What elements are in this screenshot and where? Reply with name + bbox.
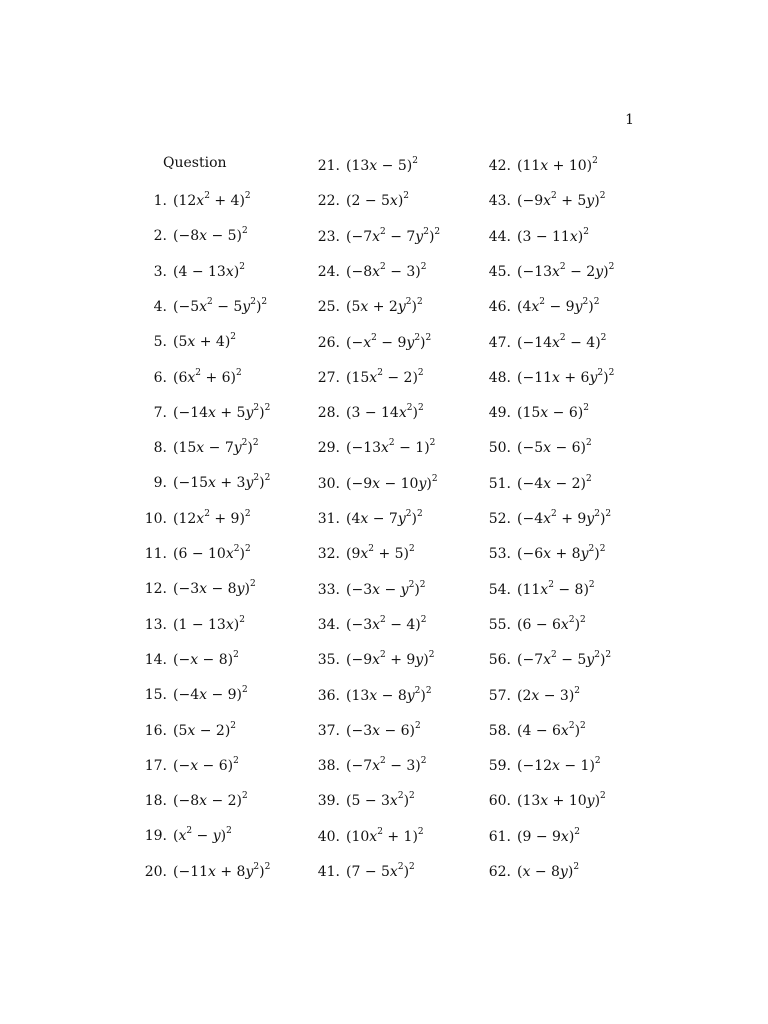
question-expression: $(5x - 2)^2$	[173, 721, 237, 739]
question-expression: $(-8x - 2)^2$	[173, 791, 248, 809]
question-expression: $(-4x - 2)^2$	[517, 474, 592, 492]
question-item	[485, 261, 614, 283]
question-number: 27.	[317, 370, 340, 386]
question-item	[143, 508, 251, 530]
question-number: 15.	[144, 687, 167, 703]
question-number: 19.	[144, 828, 167, 844]
question-expression: $(-13x^2 - 2y)^2$	[517, 262, 615, 280]
question-number: 28.	[317, 405, 340, 421]
question-number: 4.	[153, 299, 167, 315]
question-expression: $(13x + 10y)^2$	[517, 791, 606, 809]
question-number: 26.	[317, 335, 340, 351]
question-expression: $(7 - 5x^2)^2$	[346, 862, 415, 880]
question-expression: $(15x - 7y^2)^2$	[173, 438, 259, 456]
question-expression: $(2 - 5x)^2$	[346, 191, 410, 209]
question-number: 17.	[144, 758, 167, 774]
question-number: 35.	[317, 652, 340, 668]
question-expression: $(-5x^2 - 5y^2)^2$	[173, 297, 268, 315]
question-number: 48.	[488, 370, 511, 386]
question-item	[485, 614, 586, 636]
question-item	[485, 685, 580, 707]
question-number: 31.	[317, 511, 340, 527]
question-number: 56.	[488, 652, 511, 668]
question-item	[314, 367, 424, 389]
question-number: 1.	[153, 193, 167, 209]
question-expression: $(-4x^2 + 9y^2)^2$	[517, 509, 612, 527]
question-item	[143, 578, 256, 600]
page-number: 1	[625, 112, 634, 128]
question-item	[143, 261, 245, 283]
question-number: 54.	[488, 582, 511, 598]
question-number: 12.	[144, 581, 167, 597]
question-item	[485, 402, 589, 424]
question-item	[314, 473, 438, 495]
question-item	[143, 720, 236, 742]
question-number: 47.	[488, 335, 511, 351]
question-number: 61.	[488, 829, 511, 845]
question-expression: $(13x - 5)^2$	[346, 156, 418, 174]
question-expression: $(12x^2 + 4)^2$	[173, 191, 251, 209]
question-expression: $(-12x - 1)^2$	[517, 756, 601, 774]
question-number: 25.	[317, 299, 340, 315]
question-expression: $(-3x - y^2)^2$	[346, 580, 426, 598]
question-number: 34.	[317, 617, 340, 633]
question-expression: $(4x^2 - 9y^2)^2$	[517, 297, 600, 315]
question-item	[314, 508, 423, 530]
question-item	[143, 861, 270, 883]
question-item	[143, 472, 270, 494]
question-number: 42.	[488, 158, 511, 174]
question-number: 45.	[488, 264, 511, 280]
question-number: 46.	[488, 299, 511, 315]
question-item	[143, 790, 248, 812]
question-item	[314, 437, 435, 459]
question-number: 3.	[153, 264, 167, 280]
questions-heading: Question	[163, 155, 227, 171]
question-item	[485, 332, 606, 354]
question-number: 44.	[488, 229, 511, 245]
question-number: 20.	[144, 864, 167, 880]
question-item	[485, 720, 586, 742]
question-number: 6.	[153, 370, 167, 386]
question-number: 55.	[488, 617, 511, 633]
question-item	[485, 826, 580, 848]
question-number: 62.	[488, 864, 511, 880]
question-number: 29.	[317, 440, 340, 456]
question-expression: $(10x^2 + 1)^2$	[346, 827, 424, 845]
question-expression: $(-13x^2 - 1)^2$	[346, 438, 436, 456]
question-item	[143, 543, 251, 565]
question-number: 32.	[317, 546, 340, 562]
question-item	[143, 402, 270, 424]
question-item	[485, 190, 605, 212]
question-expression: $(5 - 3x^2)^2$	[346, 791, 415, 809]
question-number: 30.	[317, 476, 340, 492]
question-number: 7.	[153, 405, 167, 421]
question-expression: $(-3x - 8y)^2$	[173, 579, 256, 597]
question-item	[143, 684, 248, 706]
question-expression: $(6x^2 + 6)^2$	[173, 368, 242, 386]
question-expression: $(-6x + 8y^2)^2$	[517, 544, 606, 562]
question-number: 49.	[488, 405, 511, 421]
question-expression: $(4x - 7y^2)^2$	[346, 509, 423, 527]
question-number: 18.	[144, 793, 167, 809]
question-expression: $(3 - 14x^2)^2$	[346, 403, 424, 421]
question-expression: $(11x^2 - 8)^2$	[517, 580, 595, 598]
question-item	[485, 367, 614, 389]
question-expression: $(9x^2 + 5)^2$	[346, 544, 415, 562]
question-expression: $(13x - 8y^2)^2$	[346, 686, 432, 704]
question-expression: $(-7x^2 - 3)^2$	[346, 756, 427, 774]
question-expression: $(-x - 6)^2$	[173, 756, 239, 774]
question-item	[485, 508, 611, 530]
question-item	[314, 190, 409, 212]
question-expression: $(-x^2 - 9y^2)^2$	[346, 333, 432, 351]
question-expression: $(12x^2 + 9)^2$	[173, 509, 251, 527]
question-number: 9.	[153, 475, 167, 491]
question-expression: $(15x^2 - 2)^2$	[346, 368, 424, 386]
question-expression: $(-3x - 6)^2$	[346, 721, 421, 739]
question-expression: $(-7x^2 - 5y^2)^2$	[517, 650, 612, 668]
question-number: 57.	[488, 688, 511, 704]
question-number: 24.	[317, 264, 340, 280]
question-item	[143, 755, 239, 777]
question-expression: $(5x + 4)^2$	[173, 332, 237, 350]
question-expression: $(-9x^2 + 9y)^2$	[346, 650, 435, 668]
question-expression: $(6 - 6x^2)^2$	[517, 615, 586, 633]
question-item	[485, 790, 606, 812]
question-expression: $(-3x^2 - 4)^2$	[346, 615, 427, 633]
question-expression: $(1 - 13x)^2$	[173, 615, 245, 633]
question-number: 37.	[317, 723, 340, 739]
question-item	[485, 649, 611, 671]
question-item	[143, 614, 245, 636]
question-item	[485, 861, 579, 883]
question-item	[485, 755, 601, 777]
question-expression: $(3 - 11x)^2$	[517, 227, 589, 245]
question-number: 22.	[317, 193, 340, 209]
question-expression: $(-5x - 6)^2$	[517, 438, 592, 456]
question-item	[143, 825, 232, 847]
question-expression: $(-4x - 9)^2$	[173, 685, 248, 703]
question-number: 40.	[317, 829, 340, 845]
question-number: 33.	[317, 582, 340, 598]
question-expression: $(-8x - 5)^2$	[173, 226, 248, 244]
question-expression: $(11x + 10)^2$	[517, 156, 598, 174]
question-item	[314, 332, 431, 354]
question-item	[485, 473, 592, 495]
question-item	[485, 296, 599, 318]
question-expression: $(-14x + 5y^2)^2$	[173, 403, 271, 421]
question-expression: $(-14x^2 - 4)^2$	[517, 333, 607, 351]
question-item	[314, 826, 424, 848]
question-expression: $(-11x + 6y^2)^2$	[517, 368, 615, 386]
question-item	[314, 579, 426, 601]
question-expression: $(-11x + 8y^2)^2$	[173, 862, 271, 880]
question-item	[485, 437, 592, 459]
question-item	[143, 367, 242, 389]
question-number: 43.	[488, 193, 511, 209]
question-expression: $(-8x^2 - 3)^2$	[346, 262, 427, 280]
question-expression: $(-9x^2 + 5y)^2$	[517, 191, 606, 209]
question-number: 41.	[317, 864, 340, 880]
question-item	[314, 402, 424, 424]
question-expression: $(2x - 3)^2$	[517, 686, 581, 704]
question-item	[143, 331, 236, 353]
question-item	[314, 685, 432, 707]
question-number: 59.	[488, 758, 511, 774]
question-item	[314, 261, 426, 283]
question-number: 50.	[488, 440, 511, 456]
question-number: 14.	[144, 652, 167, 668]
question-item	[314, 755, 426, 777]
question-item	[314, 155, 418, 177]
question-expression: $(15x - 6)^2$	[517, 403, 589, 421]
question-number: 36.	[317, 688, 340, 704]
question-number: 2.	[153, 228, 167, 244]
question-item	[143, 649, 239, 671]
question-expression: $(6 - 10x^2)^2$	[173, 544, 251, 562]
question-item	[485, 226, 589, 248]
question-item	[485, 155, 598, 177]
question-number: 8.	[153, 440, 167, 456]
question-number: 16.	[144, 723, 167, 739]
question-number: 11.	[144, 546, 167, 562]
question-expression: $(x^2 - y)^2$	[173, 826, 232, 844]
question-expression: $(4 - 13x)^2$	[173, 262, 245, 280]
question-item	[485, 579, 595, 601]
question-number: 58.	[488, 723, 511, 739]
question-item	[314, 790, 415, 812]
question-expression: $(-9x - 10y)^2$	[346, 474, 438, 492]
question-expression: $(5x + 2y^2)^2$	[346, 297, 423, 315]
question-number: 21.	[317, 158, 340, 174]
question-number: 51.	[488, 476, 511, 492]
question-number: 13.	[144, 617, 167, 633]
question-number: 23.	[317, 229, 340, 245]
question-number: 52.	[488, 511, 511, 527]
question-item	[314, 720, 421, 742]
question-expression: $(-15x + 3y^2)^2$	[173, 473, 271, 491]
question-item	[143, 225, 248, 247]
question-item	[314, 296, 423, 318]
question-item	[485, 543, 605, 565]
question-item	[314, 543, 415, 565]
question-expression: $(-7x^2 - 7y^2)^2$	[346, 227, 441, 245]
question-item	[314, 861, 415, 883]
question-expression: $(4 - 6x^2)^2$	[517, 721, 586, 739]
question-item	[314, 614, 426, 636]
question-item	[143, 437, 259, 459]
question-number: 53.	[488, 546, 511, 562]
question-number: 38.	[317, 758, 340, 774]
question-item	[314, 649, 434, 671]
question-number: 10.	[144, 511, 167, 527]
question-number: 5.	[153, 334, 167, 350]
question-expression: $(-x - 8)^2$	[173, 650, 239, 668]
question-number: 60.	[488, 793, 511, 809]
question-expression: $(9 - 9x)^2$	[517, 827, 581, 845]
question-item	[143, 296, 267, 318]
question-expression: $(x - 8y)^2$	[517, 862, 580, 880]
question-item	[314, 226, 440, 248]
question-item	[143, 190, 251, 212]
question-number: 39.	[317, 793, 340, 809]
